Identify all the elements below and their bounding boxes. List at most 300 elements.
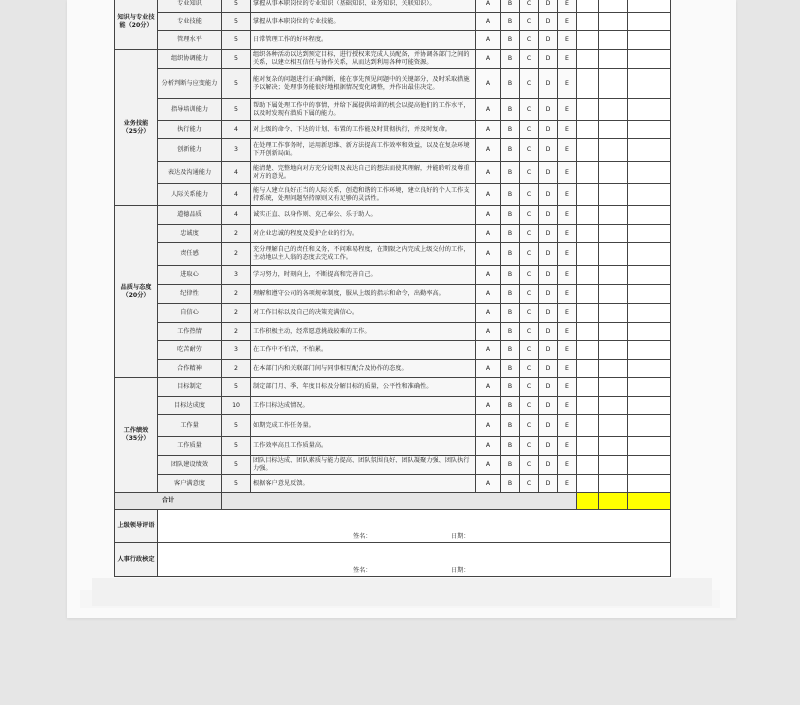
rating-option-e[interactable]: E xyxy=(558,323,577,341)
rating-option-b[interactable]: B xyxy=(501,323,520,341)
item-name: 目标制定 xyxy=(158,378,222,397)
rating-option-b[interactable]: B xyxy=(501,31,520,50)
item-score: 5 xyxy=(222,50,251,69)
rating-option-b[interactable]: B xyxy=(501,225,520,243)
score-cell-manager[interactable] xyxy=(599,323,628,341)
item-name: 忠诚度 xyxy=(158,225,222,243)
score-cell-manager[interactable] xyxy=(599,304,628,323)
item-description: 诚实正直、以身作则、克己奉公、乐于助人。 xyxy=(251,206,476,225)
review-label: 人事行政核定 xyxy=(115,543,158,577)
rating-option-c[interactable]: C xyxy=(520,69,539,99)
table-row xyxy=(115,162,671,184)
rating-option-d[interactable]: D xyxy=(539,341,558,360)
rating-option-d[interactable]: D xyxy=(539,13,558,31)
item-score: 2 xyxy=(222,360,251,378)
rating-option-c[interactable]: C xyxy=(520,378,539,397)
score-cell-final[interactable] xyxy=(628,99,671,121)
item-name: 自信心 xyxy=(158,304,222,323)
rating-option-c[interactable]: C xyxy=(520,50,539,69)
rating-option-d[interactable]: D xyxy=(539,50,558,69)
table-row xyxy=(115,139,671,162)
score-cell-self[interactable] xyxy=(577,437,599,456)
score-cell-self[interactable] xyxy=(577,121,599,139)
rating-option-c[interactable]: C xyxy=(520,323,539,341)
rating-option-a[interactable]: A xyxy=(476,99,501,121)
item-description: 学习努力，时刻向上，不断提高和完善自己。 xyxy=(251,266,476,285)
rating-option-a[interactable]: A xyxy=(476,456,501,475)
rating-option-b[interactable]: B xyxy=(501,121,520,139)
rating-option-e[interactable]: E xyxy=(558,456,577,475)
score-cell-self[interactable] xyxy=(577,378,599,397)
rating-option-d[interactable]: D xyxy=(539,285,558,304)
rating-option-e[interactable]: E xyxy=(558,13,577,31)
table-row xyxy=(115,0,671,13)
rating-option-b[interactable]: B xyxy=(501,0,520,13)
item-description: 能清楚、完整地向对方充分说明及表达自己的想法而使其理解，并能聆听及尊重对方的意见。 xyxy=(251,162,476,184)
rating-option-a[interactable]: A xyxy=(476,360,501,378)
rating-option-c[interactable]: C xyxy=(520,225,539,243)
rating-option-d[interactable]: D xyxy=(539,99,558,121)
rating-option-d[interactable]: D xyxy=(539,360,558,378)
score-cell-final[interactable] xyxy=(628,243,671,266)
score-cell-manager[interactable] xyxy=(599,397,628,415)
rating-option-b[interactable]: B xyxy=(501,50,520,69)
rating-option-a[interactable]: A xyxy=(476,341,501,360)
rating-option-d[interactable]: D xyxy=(539,31,558,50)
rating-option-b[interactable]: B xyxy=(501,304,520,323)
rating-option-c[interactable]: C xyxy=(520,397,539,415)
signature-label: 签名： xyxy=(353,533,372,540)
rating-option-c[interactable]: C xyxy=(520,360,539,378)
item-name: 表达及沟通能力 xyxy=(158,162,222,184)
table-row xyxy=(115,206,671,225)
score-cell-final[interactable] xyxy=(628,437,671,456)
item-score: 10 xyxy=(222,397,251,415)
rating-option-d[interactable]: D xyxy=(539,243,558,266)
rating-option-c[interactable]: C xyxy=(520,456,539,475)
score-cell-manager[interactable] xyxy=(599,31,628,50)
score-cell-self[interactable] xyxy=(577,415,599,437)
rating-option-c[interactable]: C xyxy=(520,304,539,323)
item-name: 目标达成度 xyxy=(158,397,222,415)
item-description: 工作积极主动，经常愿意挑战较难的工作。 xyxy=(251,323,476,341)
rating-option-d[interactable]: D xyxy=(539,378,558,397)
rating-option-e[interactable]: E xyxy=(558,206,577,225)
item-score: 4 xyxy=(222,162,251,184)
item-description: 对工作目标以及自己的决策充满信心。 xyxy=(251,304,476,323)
score-cell-self[interactable] xyxy=(577,13,599,31)
table-row xyxy=(115,304,671,323)
rating-option-a[interactable]: A xyxy=(476,475,501,493)
rating-option-c[interactable]: C xyxy=(520,0,539,13)
rating-option-c[interactable]: C xyxy=(520,243,539,266)
score-cell-self[interactable] xyxy=(577,50,599,69)
signature-line xyxy=(158,533,670,541)
rating-option-e[interactable]: E xyxy=(558,304,577,323)
item-description: 帮助下属处理工作中的事情，并给下属提供培训的机会以提高他们的工作水平，以及时发现有潜质下属的能力。 xyxy=(251,99,476,121)
rating-option-b[interactable]: B xyxy=(501,456,520,475)
rating-option-a[interactable]: A xyxy=(476,243,501,266)
table-row xyxy=(115,243,671,266)
score-cell-final[interactable] xyxy=(628,50,671,69)
rating-option-e[interactable]: E xyxy=(558,162,577,184)
score-cell-manager[interactable] xyxy=(599,139,628,162)
item-score: 5 xyxy=(222,31,251,50)
rating-option-d[interactable]: D xyxy=(539,475,558,493)
rating-option-a[interactable]: A xyxy=(476,206,501,225)
item-score: 4 xyxy=(222,121,251,139)
table-row xyxy=(115,378,671,397)
score-cell-final[interactable] xyxy=(628,360,671,378)
rating-option-c[interactable]: C xyxy=(520,475,539,493)
item-score: 5 xyxy=(222,456,251,475)
rating-option-c[interactable]: C xyxy=(520,31,539,50)
score-cell-manager[interactable] xyxy=(599,266,628,285)
table-row xyxy=(115,13,671,31)
item-score: 5 xyxy=(222,475,251,493)
score-cell-manager[interactable] xyxy=(599,184,628,206)
rating-option-e[interactable]: E xyxy=(558,225,577,243)
rating-option-a[interactable]: A xyxy=(476,50,501,69)
item-name: 吃苦耐劳 xyxy=(158,341,222,360)
rating-option-e[interactable]: E xyxy=(558,50,577,69)
score-cell-manager[interactable] xyxy=(599,243,628,266)
signature-label: 签名： xyxy=(353,567,372,574)
rating-option-b[interactable]: B xyxy=(501,415,520,437)
score-cell-manager[interactable] xyxy=(599,378,628,397)
rating-option-b[interactable]: B xyxy=(501,13,520,31)
rating-option-e[interactable]: E xyxy=(558,31,577,50)
rating-option-a[interactable]: A xyxy=(476,121,501,139)
score-cell-manager[interactable] xyxy=(599,50,628,69)
rating-option-d[interactable]: D xyxy=(539,225,558,243)
score-cell-final[interactable] xyxy=(628,266,671,285)
total-row xyxy=(115,493,671,510)
rating-option-e[interactable]: E xyxy=(558,475,577,493)
item-name: 指导培训能力 xyxy=(158,99,222,121)
rating-option-d[interactable]: D xyxy=(539,266,558,285)
rating-option-b[interactable]: B xyxy=(501,266,520,285)
score-cell-final[interactable] xyxy=(628,341,671,360)
table-row xyxy=(115,225,671,243)
item-score: 4 xyxy=(222,184,251,206)
rating-option-e[interactable]: E xyxy=(558,285,577,304)
table-row xyxy=(115,415,671,437)
score-cell-final[interactable] xyxy=(628,13,671,31)
rating-option-a[interactable]: A xyxy=(476,31,501,50)
rating-option-b[interactable]: B xyxy=(501,162,520,184)
table-row xyxy=(115,31,671,50)
item-name: 工作量 xyxy=(158,415,222,437)
score-cell-self[interactable] xyxy=(577,285,599,304)
category-label: 业务技能（25分） xyxy=(115,50,158,206)
score-cell-final[interactable] xyxy=(628,285,671,304)
rating-option-e[interactable]: E xyxy=(558,360,577,378)
rating-option-d[interactable]: D xyxy=(539,206,558,225)
rating-option-c[interactable]: C xyxy=(520,437,539,456)
rating-option-b[interactable]: B xyxy=(501,184,520,206)
rating-option-d[interactable]: D xyxy=(539,415,558,437)
item-score: 5 xyxy=(222,378,251,397)
rating-option-b[interactable]: B xyxy=(501,139,520,162)
table-row xyxy=(115,266,671,285)
table-row xyxy=(115,397,671,415)
rating-option-b[interactable]: B xyxy=(501,69,520,99)
score-cell-manager[interactable] xyxy=(599,285,628,304)
score-cell-self[interactable] xyxy=(577,243,599,266)
item-description: 掌握从事本职岗位的专业知识（基础知识、业务知识、关联知识）。 xyxy=(251,0,476,13)
item-description: 对企业忠诚的程度及爱护企业的行为。 xyxy=(251,225,476,243)
rating-option-d[interactable]: D xyxy=(539,139,558,162)
rating-option-c[interactable]: C xyxy=(520,206,539,225)
rating-option-a[interactable]: A xyxy=(476,184,501,206)
score-cell-final[interactable] xyxy=(628,206,671,225)
score-cell-manager[interactable] xyxy=(599,225,628,243)
score-cell-final[interactable] xyxy=(628,397,671,415)
score-cell-final[interactable] xyxy=(628,121,671,139)
score-cell-manager[interactable] xyxy=(599,475,628,493)
score-cell-final[interactable] xyxy=(628,31,671,50)
rating-option-a[interactable]: A xyxy=(476,139,501,162)
total-label: 合计 xyxy=(115,493,222,510)
rating-option-d[interactable]: D xyxy=(539,323,558,341)
rating-option-b[interactable]: B xyxy=(501,243,520,266)
item-score: 5 xyxy=(222,13,251,31)
table-row xyxy=(115,456,671,475)
rating-option-b[interactable]: B xyxy=(501,206,520,225)
score-cell-manager[interactable] xyxy=(599,69,628,99)
item-name: 客户满意度 xyxy=(158,475,222,493)
rating-option-e[interactable]: E xyxy=(558,266,577,285)
page-shadow-inner xyxy=(92,578,712,606)
score-cell-manager[interactable] xyxy=(599,341,628,360)
rating-option-d[interactable]: D xyxy=(539,69,558,99)
item-score: 3 xyxy=(222,139,251,162)
item-score: 2 xyxy=(222,304,251,323)
score-cell-manager[interactable] xyxy=(599,437,628,456)
table-row xyxy=(115,437,671,456)
score-cell-manager[interactable] xyxy=(599,456,628,475)
rating-option-a[interactable]: A xyxy=(476,225,501,243)
rating-option-c[interactable]: C xyxy=(520,266,539,285)
score-cell-self[interactable] xyxy=(577,139,599,162)
category-label: 品质与态度（20分） xyxy=(115,206,158,378)
item-description: 在本部门内和关联部门间与同事相互配合及协作的态度。 xyxy=(251,360,476,378)
rating-option-e[interactable]: E xyxy=(558,121,577,139)
score-cell-final[interactable] xyxy=(628,456,671,475)
item-name: 专业技能 xyxy=(158,13,222,31)
table-row xyxy=(115,323,671,341)
rating-option-d[interactable]: D xyxy=(539,184,558,206)
rating-option-c[interactable]: C xyxy=(520,341,539,360)
rating-option-e[interactable]: E xyxy=(558,139,577,162)
rating-option-e[interactable]: E xyxy=(558,341,577,360)
score-cell-final[interactable] xyxy=(628,304,671,323)
score-cell-final[interactable] xyxy=(628,184,671,206)
score-cell-self[interactable] xyxy=(577,475,599,493)
rating-option-e[interactable]: E xyxy=(558,415,577,437)
score-cell-final[interactable] xyxy=(628,69,671,99)
table-row xyxy=(115,341,671,360)
score-cell-self[interactable] xyxy=(577,360,599,378)
rating-option-c[interactable]: C xyxy=(520,285,539,304)
score-cell-manager[interactable] xyxy=(599,206,628,225)
rating-option-d[interactable]: D xyxy=(539,162,558,184)
rating-option-e[interactable]: E xyxy=(558,0,577,13)
rating-option-a[interactable]: A xyxy=(476,13,501,31)
score-cell-manager[interactable] xyxy=(599,162,628,184)
item-description: 工作目标达成情况。 xyxy=(251,397,476,415)
rating-option-e[interactable]: E xyxy=(558,99,577,121)
rating-option-a[interactable]: A xyxy=(476,69,501,99)
item-description: 理解和遵守公司的各项规章制度，服从上级的指示和命令，出勤率高。 xyxy=(251,285,476,304)
score-cell-final[interactable] xyxy=(628,225,671,243)
score-cell-manager[interactable] xyxy=(599,121,628,139)
rating-option-a[interactable]: A xyxy=(476,437,501,456)
score-cell-self[interactable] xyxy=(577,323,599,341)
score-cell-self[interactable] xyxy=(577,266,599,285)
rating-option-e[interactable]: E xyxy=(558,397,577,415)
item-name: 专业知识 xyxy=(158,0,222,13)
item-description: 组织各种活动以达到预定目标，进行授权来完成人员配备，并协调各部门之间的关系，以建立相互信任与协作关系，从而达到利用各种可能资源。 xyxy=(251,50,476,69)
score-cell-self[interactable] xyxy=(577,456,599,475)
rating-option-e[interactable]: E xyxy=(558,243,577,266)
total-final-cell[interactable] xyxy=(628,493,671,510)
score-cell-self[interactable] xyxy=(577,99,599,121)
item-name: 工作热情 xyxy=(158,323,222,341)
score-cell-self[interactable] xyxy=(577,0,599,13)
score-cell-self[interactable] xyxy=(577,225,599,243)
rating-option-c[interactable]: C xyxy=(520,99,539,121)
category-label: 工作绩效（35分） xyxy=(115,378,158,493)
score-cell-final[interactable] xyxy=(628,415,671,437)
score-cell-self[interactable] xyxy=(577,341,599,360)
review-row xyxy=(115,510,671,543)
rating-option-a[interactable]: A xyxy=(476,378,501,397)
item-name: 管理水平 xyxy=(158,31,222,50)
total-self-cell[interactable] xyxy=(577,493,599,510)
item-description: 对上级的命令、下达的计划、布置的工作能及时贯彻执行，并及时复命。 xyxy=(251,121,476,139)
score-cell-final[interactable] xyxy=(628,475,671,493)
rating-option-b[interactable]: B xyxy=(501,99,520,121)
rating-option-b[interactable]: B xyxy=(501,285,520,304)
rating-option-c[interactable]: C xyxy=(520,162,539,184)
item-description: 在处理工作事务时，运用新思维、新方法提高工作效率和效益，以及在复杂环境下开创新局面。 xyxy=(251,139,476,162)
rating-option-d[interactable]: D xyxy=(539,397,558,415)
evaluation-table xyxy=(114,0,671,577)
item-score: 2 xyxy=(222,323,251,341)
rating-option-e[interactable]: E xyxy=(558,69,577,99)
rating-option-d[interactable]: D xyxy=(539,121,558,139)
rating-option-c[interactable]: C xyxy=(520,121,539,139)
score-cell-final[interactable] xyxy=(628,0,671,13)
item-name: 纪律性 xyxy=(158,285,222,304)
rating-option-b[interactable]: B xyxy=(501,378,520,397)
score-cell-self[interactable] xyxy=(577,69,599,99)
item-score: 5 xyxy=(222,0,251,13)
score-cell-final[interactable] xyxy=(628,162,671,184)
score-cell-self[interactable] xyxy=(577,162,599,184)
review-comment-area[interactable] xyxy=(158,510,671,543)
rating-option-e[interactable]: E xyxy=(558,184,577,206)
rating-option-a[interactable]: A xyxy=(476,323,501,341)
item-name: 创新能力 xyxy=(158,139,222,162)
item-description: 能与人建立良好正当的人际关系，创造和谐的工作环境，建立良好的个人工作支持系统，处理问题坚持原则又有足够的灵活性。 xyxy=(251,184,476,206)
item-score: 4 xyxy=(222,206,251,225)
rating-option-b[interactable]: B xyxy=(501,360,520,378)
rating-option-a[interactable]: A xyxy=(476,0,501,13)
rating-option-a[interactable]: A xyxy=(476,266,501,285)
score-cell-manager[interactable] xyxy=(599,0,628,13)
score-cell-self[interactable] xyxy=(577,184,599,206)
item-name: 分析判断与应变能力 xyxy=(158,69,222,99)
item-description: 根据客户意见反馈。 xyxy=(251,475,476,493)
item-description: 团队目标达成、团队素质与能力提高、团队氛围良好、团队凝聚力强、团队执行力强。 xyxy=(251,456,476,475)
rating-option-d[interactable]: D xyxy=(539,437,558,456)
item-name: 责任感 xyxy=(158,243,222,266)
score-cell-final[interactable] xyxy=(628,378,671,397)
item-name: 合作精神 xyxy=(158,360,222,378)
item-score: 2 xyxy=(222,225,251,243)
rating-option-e[interactable]: E xyxy=(558,437,577,456)
rating-option-b[interactable]: B xyxy=(501,397,520,415)
table-row xyxy=(115,50,671,69)
review-comment-area[interactable] xyxy=(158,543,671,577)
rating-option-d[interactable]: D xyxy=(539,456,558,475)
rating-option-b[interactable]: B xyxy=(501,437,520,456)
rating-option-e[interactable]: E xyxy=(558,378,577,397)
item-description: 工作效率高且工作质量高。 xyxy=(251,437,476,456)
score-cell-self[interactable] xyxy=(577,31,599,50)
score-cell-self[interactable] xyxy=(577,206,599,225)
rating-option-a[interactable]: A xyxy=(476,415,501,437)
score-cell-manager[interactable] xyxy=(599,415,628,437)
rating-option-c[interactable]: C xyxy=(520,139,539,162)
total-spacer xyxy=(222,493,577,510)
rating-option-b[interactable]: B xyxy=(501,341,520,360)
score-cell-manager[interactable] xyxy=(599,99,628,121)
item-name: 组织协调能力 xyxy=(158,50,222,69)
rating-option-a[interactable]: A xyxy=(476,285,501,304)
date-label: 日期： xyxy=(451,533,470,540)
rating-option-c[interactable]: C xyxy=(520,415,539,437)
category-label: 知识与专业技能（20分） xyxy=(115,0,158,50)
item-description: 制定部门月、季、年度目标及分解目标的质量，公平性和准确性。 xyxy=(251,378,476,397)
table-row xyxy=(115,121,671,139)
score-cell-self[interactable] xyxy=(577,304,599,323)
score-cell-final[interactable] xyxy=(628,139,671,162)
rating-option-a[interactable]: A xyxy=(476,397,501,415)
rating-option-d[interactable]: D xyxy=(539,304,558,323)
rating-option-a[interactable]: A xyxy=(476,304,501,323)
table-row xyxy=(115,475,671,493)
score-cell-manager[interactable] xyxy=(599,13,628,31)
rating-option-a[interactable]: A xyxy=(476,162,501,184)
rating-option-c[interactable]: C xyxy=(520,13,539,31)
rating-option-d[interactable]: D xyxy=(539,0,558,13)
rating-option-c[interactable]: C xyxy=(520,184,539,206)
item-score: 5 xyxy=(222,415,251,437)
rating-option-b[interactable]: B xyxy=(501,475,520,493)
item-score: 5 xyxy=(222,437,251,456)
total-manager-cell[interactable] xyxy=(599,493,628,510)
score-cell-manager[interactable] xyxy=(599,360,628,378)
review-label: 上级领导评语 xyxy=(115,510,158,543)
score-cell-self[interactable] xyxy=(577,397,599,415)
score-cell-final[interactable] xyxy=(628,323,671,341)
item-score: 5 xyxy=(222,69,251,99)
item-score: 3 xyxy=(222,266,251,285)
